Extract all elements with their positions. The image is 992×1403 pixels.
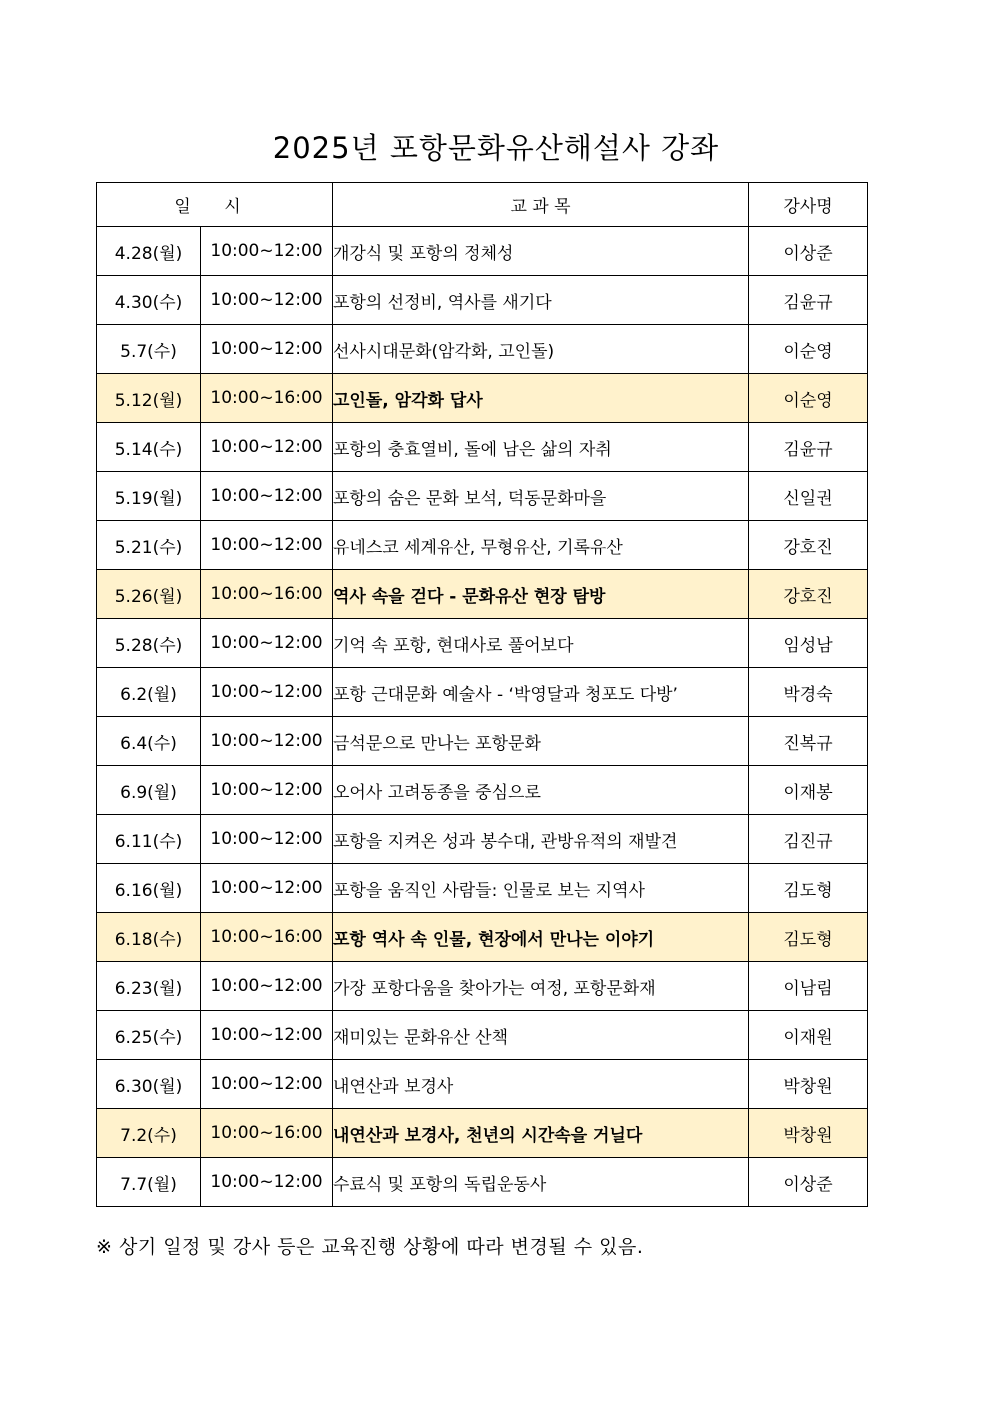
row-date: 5.12(월) xyxy=(97,374,201,423)
row-lecturer: 이순영 xyxy=(749,374,868,423)
row-subject: 포항의 숨은 문화 보석, 덕동문화마을 xyxy=(333,472,749,521)
row-time: 10:00~12:00 xyxy=(201,276,333,325)
row-lecturer: 김도형 xyxy=(749,864,868,913)
row-time: 10:00~12:00 xyxy=(201,472,333,521)
row-lecturer: 진복규 xyxy=(749,717,868,766)
row-time: 10:00~16:00 xyxy=(201,913,333,962)
row-lecturer: 박경숙 xyxy=(749,668,868,717)
table-row xyxy=(97,717,868,766)
table-row xyxy=(97,570,868,619)
row-date: 5.28(수) xyxy=(97,619,201,668)
table-row xyxy=(97,521,868,570)
row-time: 10:00~12:00 xyxy=(201,717,333,766)
header-lecturer: 강사명 xyxy=(749,183,868,227)
table-row xyxy=(97,1060,868,1109)
row-date: 5.26(월) xyxy=(97,570,201,619)
row-date: 6.9(월) xyxy=(97,766,201,815)
row-date: 5.21(수) xyxy=(97,521,201,570)
row-date: 5.14(수) xyxy=(97,423,201,472)
row-date: 5.19(월) xyxy=(97,472,201,521)
row-subject: 기억 속 포항, 현대사로 풀어보다 xyxy=(333,619,749,668)
table-row xyxy=(97,276,868,325)
header-subject: 교 과 목 xyxy=(333,183,749,227)
row-time: 10:00~12:00 xyxy=(201,1158,333,1207)
row-subject: 포항을 움직인 사람들: 인물로 보는 지역사 xyxy=(333,864,749,913)
row-lecturer: 박창원 xyxy=(749,1109,868,1158)
table-row xyxy=(97,962,868,1011)
row-date: 7.2(수) xyxy=(97,1109,201,1158)
row-lecturer: 이남림 xyxy=(749,962,868,1011)
row-subject: 금석문으로 만나는 포항문화 xyxy=(333,717,749,766)
row-date: 6.30(월) xyxy=(97,1060,201,1109)
row-time: 10:00~12:00 xyxy=(201,766,333,815)
row-subject: 역사 속을 걷다 - 문화유산 현장 탐방 xyxy=(333,570,749,619)
table-row xyxy=(97,1109,868,1158)
row-subject: 포항의 충효열비, 돌에 남은 삶의 자취 xyxy=(333,423,749,472)
row-date: 4.30(수) xyxy=(97,276,201,325)
row-lecturer: 강호진 xyxy=(749,521,868,570)
row-lecturer: 신일권 xyxy=(749,472,868,521)
row-subject: 내연산과 보경사 xyxy=(333,1060,749,1109)
row-subject: 유네스코 세계유산, 무형유산, 기록유산 xyxy=(333,521,749,570)
row-date: 5.7(수) xyxy=(97,325,201,374)
row-time: 10:00~16:00 xyxy=(201,570,333,619)
row-time: 10:00~12:00 xyxy=(201,325,333,374)
row-date: 6.18(수) xyxy=(97,913,201,962)
row-subject: 수료식 및 포항의 독립운동사 xyxy=(333,1158,749,1207)
table-row xyxy=(97,472,868,521)
row-date: 4.28(월) xyxy=(97,227,201,276)
table-row xyxy=(97,1011,868,1060)
row-subject: 오어사 고려동종을 중심으로 xyxy=(333,766,749,815)
table-row xyxy=(97,227,868,276)
row-date: 6.25(수) xyxy=(97,1011,201,1060)
row-lecturer: 임성남 xyxy=(749,619,868,668)
row-subject: 개강식 및 포항의 정체성 xyxy=(333,227,749,276)
row-time: 10:00~12:00 xyxy=(201,864,333,913)
table-row xyxy=(97,668,868,717)
row-subject: 고인돌, 암각화 답사 xyxy=(333,374,749,423)
row-time: 10:00~12:00 xyxy=(201,521,333,570)
row-lecturer: 김도형 xyxy=(749,913,868,962)
row-time: 10:00~12:00 xyxy=(201,668,333,717)
table-row xyxy=(97,325,868,374)
row-lecturer: 김윤규 xyxy=(749,276,868,325)
table-row xyxy=(97,374,868,423)
table-row xyxy=(97,619,868,668)
row-lecturer: 강호진 xyxy=(749,570,868,619)
row-time: 10:00~12:00 xyxy=(201,1060,333,1109)
row-time: 10:00~16:00 xyxy=(201,374,333,423)
row-subject: 선사시대문화(암각화, 고인돌) xyxy=(333,325,749,374)
row-subject: 내연산과 보경사, 천년의 시간속을 거닐다 xyxy=(333,1109,749,1158)
table-row xyxy=(97,815,868,864)
table-row xyxy=(97,913,868,962)
row-time: 10:00~12:00 xyxy=(201,815,333,864)
row-subject: 포항 역사 속 인물, 현장에서 만나는 이야기 xyxy=(333,913,749,962)
table-row xyxy=(97,423,868,472)
row-time: 10:00~16:00 xyxy=(201,1109,333,1158)
row-subject: 포항 근대문화 예술사 - ‘박영달과 청포도 다방’ xyxy=(333,668,749,717)
row-subject: 포항의 선정비, 역사를 새기다 xyxy=(333,276,749,325)
row-lecturer: 박창원 xyxy=(749,1060,868,1109)
row-time: 10:00~12:00 xyxy=(201,423,333,472)
row-time: 10:00~12:00 xyxy=(201,962,333,1011)
row-date: 6.23(월) xyxy=(97,962,201,1011)
table-row xyxy=(97,766,868,815)
row-date: 6.16(월) xyxy=(97,864,201,913)
row-time: 10:00~12:00 xyxy=(201,1011,333,1060)
page-title: 2025년 포항문화유산해설사 강좌 xyxy=(272,131,720,165)
schedule-table xyxy=(96,182,868,1207)
row-date: 6.11(수) xyxy=(97,815,201,864)
row-lecturer: 김윤규 xyxy=(749,423,868,472)
row-time: 10:00~12:00 xyxy=(201,227,333,276)
row-subject: 가장 포항다움을 찾아가는 여정, 포항문화재 xyxy=(333,962,749,1011)
row-time: 10:00~12:00 xyxy=(201,619,333,668)
row-subject: 재미있는 문화유산 산책 xyxy=(333,1011,749,1060)
header-datetime: 일 시 xyxy=(97,183,333,227)
table-row xyxy=(97,864,868,913)
row-subject: 포항을 지켜온 성과 봉수대, 관방유적의 재발견 xyxy=(333,815,749,864)
table-row xyxy=(97,1158,868,1207)
row-lecturer: 이재원 xyxy=(749,1011,868,1060)
row-lecturer: 이상준 xyxy=(749,1158,868,1207)
row-lecturer: 이상준 xyxy=(749,227,868,276)
row-lecturer: 이순영 xyxy=(749,325,868,374)
row-lecturer: 이재봉 xyxy=(749,766,868,815)
row-date: 7.7(월) xyxy=(97,1158,201,1207)
row-lecturer: 김진규 xyxy=(749,815,868,864)
table-header-row xyxy=(97,183,868,227)
row-date: 6.4(수) xyxy=(97,717,201,766)
schedule-change-note: ※ 상기 일정 및 강사 등은 교육진행 상황에 따라 변경될 수 있음. xyxy=(96,1236,644,1258)
row-date: 6.2(월) xyxy=(97,668,201,717)
